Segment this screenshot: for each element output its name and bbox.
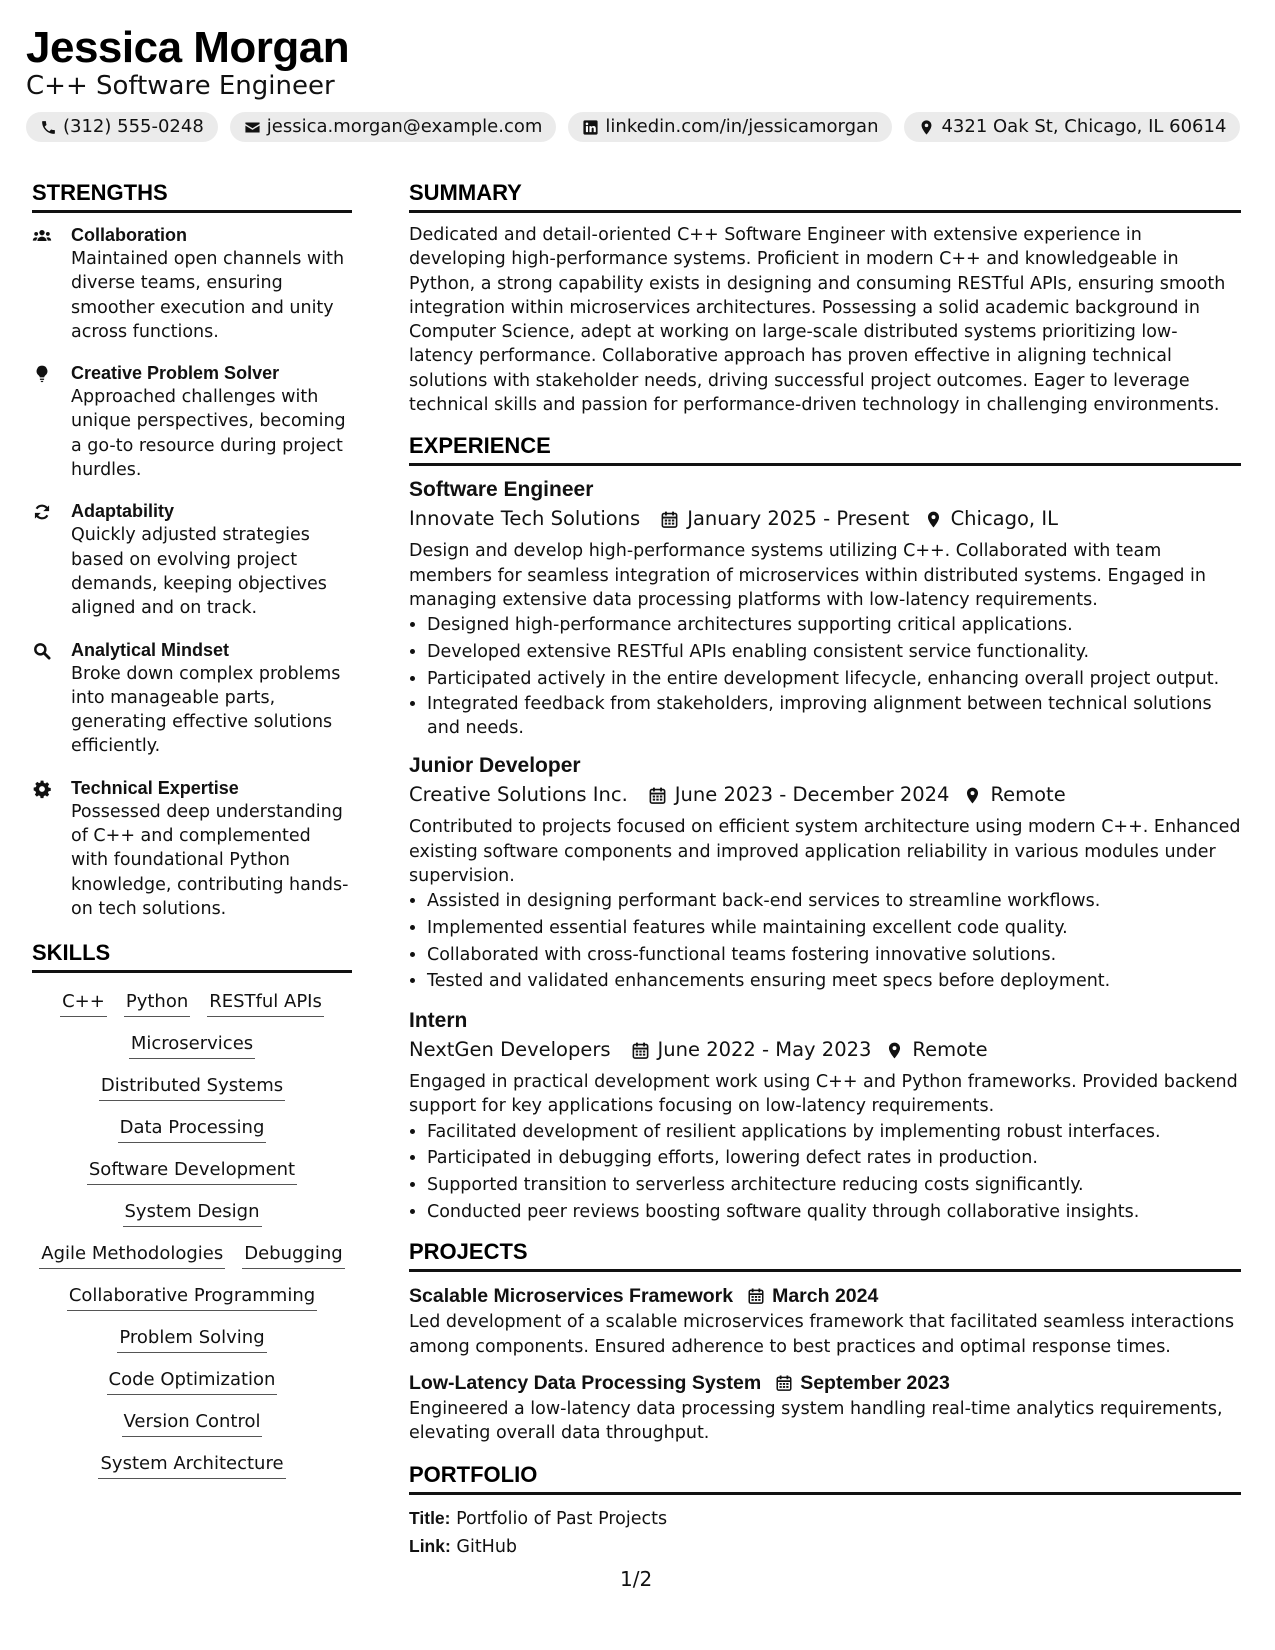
strength-desc: Possessed deep understanding of C++ and complemented with foundational Python knowledge, contributing hands-on tech solutions. xyxy=(71,801,349,919)
job-title: Software Engineer xyxy=(409,478,594,502)
job-meta xyxy=(409,780,1241,810)
job-entry xyxy=(409,752,1241,995)
job-bullets xyxy=(409,1119,1241,1226)
search-icon xyxy=(32,641,52,661)
job-description: Contributed to projects focused on efficient system architecture using modern C++. Enhanced existing software components and improved application reliability in various modules under supervision. xyxy=(409,817,1241,886)
contact-linkedin[interactable] xyxy=(568,112,892,142)
project-title: Low-Latency Data Processing System xyxy=(409,1372,762,1395)
job-dates: January 2025 - Present xyxy=(687,507,910,531)
list-item: • Conducted peer reviews boosting software quality through collaborative insights. xyxy=(427,1199,1241,1226)
skill-tag: Software Development xyxy=(87,1157,297,1185)
calendar-icon xyxy=(631,1041,650,1060)
skill-tag: System Design xyxy=(123,1199,262,1227)
list-item: • Participated in debugging efforts, lowering defect rates in production. xyxy=(427,1145,1241,1172)
map-pin-icon xyxy=(885,1041,904,1060)
experience-heading: EXPERIENCE xyxy=(409,431,1241,466)
skill-tag: Microservices xyxy=(129,1031,255,1059)
contact-linkedin-text: linkedin.com/in/jessicamorgan xyxy=(605,116,879,137)
strength-item xyxy=(32,776,352,921)
project-header xyxy=(409,1282,1241,1310)
job-location: Remote xyxy=(912,1038,988,1062)
portfolio-title-value: Portfolio of Past Projects xyxy=(456,1508,668,1529)
lightbulb-icon xyxy=(32,364,52,384)
project-date: March 2024 xyxy=(772,1285,879,1308)
linkedin-icon xyxy=(582,119,599,136)
project-title: Scalable Microservices Framework xyxy=(409,1285,734,1308)
phone-icon xyxy=(40,119,57,136)
project-description: Engineered a low-latency data processing system handling real-time analytics requirements, elevating overall data throughput. xyxy=(409,1399,1223,1444)
strength-desc: Approached challenges with unique perspectives, becoming a go-to resource during project hurdles. xyxy=(71,387,346,481)
skill-tag: Distributed Systems xyxy=(99,1073,285,1101)
skill-tag: Agile Methodologies xyxy=(39,1241,225,1269)
project-header xyxy=(409,1369,1241,1397)
map-pin-icon xyxy=(963,786,982,805)
job-bullets xyxy=(409,612,1241,740)
summary-text: Dedicated and detail-oriented C++ Software Engineer with extensive experience in developing high-performance systems. Proficient in modern C++ and knowledgeable in Python, a strong capability exists in designing and consuming RESTful APIs, ensuring smooth integration within microservices architectures. Possessing a solid academic background in Computer Science, adept at working on large-scale distributed systems prioritizing low-latency performance. Collaborative approach has proven effective in aligning technical solutions with stakeholder needs, driving successful project outcomes. Eager to leverage technical skills and passion for performance-driven technology in challenging environments. xyxy=(409,225,1226,416)
list-item: • Implemented essential features while maintaining excellent code quality. xyxy=(427,915,1241,942)
strength-item xyxy=(32,361,352,482)
skill-tag: Data Processing xyxy=(118,1115,267,1143)
skill-tag: Collaborative Programming xyxy=(67,1283,317,1311)
contact-address xyxy=(904,112,1240,142)
contact-email-text: jessica.morgan@example.com xyxy=(266,116,543,137)
job-company: Innovate Tech Solutions xyxy=(409,507,641,531)
resume-header xyxy=(26,22,1249,142)
project-description: Led development of a scalable microservices framework that facilitated seamless interactions among components. Ensured adherence to best practices and optimal response times. xyxy=(409,1312,1235,1357)
skill-tag: Code Optimization xyxy=(107,1367,278,1395)
strength-title: Collaboration xyxy=(71,225,187,245)
list-item: • Tested and validated enhancements ensuring meet specs before deployment. xyxy=(427,968,1241,995)
strength-desc: Quickly adjusted strategies based on evolving project demands, keeping objectives aligned and on track. xyxy=(71,525,327,619)
candidate-name: Jessica Morgan xyxy=(26,23,350,72)
list-item: • Assisted in designing performant back-end services to streamline workflows. xyxy=(427,888,1241,915)
job-entry xyxy=(409,476,1241,740)
right-column xyxy=(409,178,1241,1561)
portfolio-link-label: Link: xyxy=(409,1535,451,1556)
skill-tag: Python xyxy=(124,989,190,1017)
skills-list xyxy=(32,983,352,1479)
skills-heading: SKILLS xyxy=(32,938,352,973)
envelope-icon xyxy=(244,119,261,136)
skill-tag: System Architecture xyxy=(98,1451,285,1479)
skill-tag: Debugging xyxy=(242,1241,344,1269)
job-entry xyxy=(409,1007,1241,1225)
contact-phone[interactable] xyxy=(26,112,218,142)
skill-tag: Problem Solving xyxy=(117,1325,266,1353)
contact-phone-text: (312) 555-0248 xyxy=(63,116,204,137)
skill-tag: Version Control xyxy=(122,1409,263,1437)
portfolio-link-row xyxy=(409,1533,1241,1561)
job-title: Intern xyxy=(409,1009,468,1033)
job-bullets xyxy=(409,888,1241,995)
job-dates: June 2023 - December 2024 xyxy=(674,783,950,807)
list-item: • Collaborated with cross-functional teams fostering innovative solutions. xyxy=(427,942,1241,969)
calendar-icon xyxy=(775,1374,793,1392)
strength-item xyxy=(32,499,352,620)
skill-tag: RESTful APIs xyxy=(207,989,324,1017)
job-description: Design and develop high-performance systems utilizing C++. Collaborated with team members for seamless integration of microservices within distributed systems. Engaged in managing extensive data processing platforms with low-latency requirements. xyxy=(409,541,1206,610)
calendar-icon xyxy=(648,786,667,805)
calendar-icon xyxy=(660,510,679,529)
portfolio-heading: PORTFOLIO xyxy=(409,1460,1241,1495)
job-company: Creative Solutions Inc. xyxy=(409,783,628,807)
page-number: 1/2 xyxy=(620,1567,653,1591)
project-entry xyxy=(409,1282,1241,1359)
strength-desc: Maintained open channels with diverse teams, ensuring smoother execution and unity across functions. xyxy=(71,249,345,342)
strength-title: Analytical Mindset xyxy=(71,639,230,660)
list-item: • Supported transition to serverless architecture reducing costs significantly. xyxy=(427,1172,1241,1199)
contact-bar xyxy=(26,112,1249,142)
gear-icon xyxy=(32,779,52,799)
job-dates: June 2022 - May 2023 xyxy=(657,1038,872,1062)
calendar-icon xyxy=(747,1287,765,1305)
job-company: NextGen Developers xyxy=(409,1038,611,1062)
list-item: • Integrated feedback from stakeholders, improving alignment between technical solutions and needs. xyxy=(427,692,1241,740)
portfolio-title-row xyxy=(409,1505,1241,1533)
map-pin-icon xyxy=(924,510,943,529)
projects-heading: PROJECTS xyxy=(409,1237,1241,1272)
contact-address-text: 4321 Oak St, Chicago, IL 60614 xyxy=(941,116,1227,137)
summary-heading: SUMMARY xyxy=(409,178,1241,213)
portfolio-title-label: Title: xyxy=(409,1507,451,1528)
job-description: Engaged in practical development work using C++ and Python frameworks. Provided backend support for key applications focusing on low-latency requirements. xyxy=(409,1072,1238,1117)
job-meta xyxy=(409,504,1241,534)
candidate-role: C++ Software Engineer xyxy=(26,71,335,101)
skill-tag: C++ xyxy=(60,989,107,1017)
job-title: Junior Developer xyxy=(409,754,581,778)
list-item: • Facilitated development of resilient applications by implementing robust interfaces. xyxy=(427,1119,1241,1146)
strength-title: Adaptability xyxy=(71,501,175,522)
strengths-heading: STRENGTHS xyxy=(32,178,352,213)
job-meta xyxy=(409,1035,1241,1065)
project-entry xyxy=(409,1369,1241,1446)
strength-title: Creative Problem Solver xyxy=(71,363,280,384)
strength-desc: Broke down complex problems into manageable parts, generating effective solutions efficiently. xyxy=(71,663,341,757)
left-column xyxy=(32,178,352,1479)
list-item: • Designed high-performance architectures supporting critical applications. xyxy=(427,612,1241,639)
job-location: Chicago, IL xyxy=(950,507,1058,531)
map-pin-icon xyxy=(918,119,935,136)
list-item: • Participated actively in the entire development lifecycle, enhancing overall project output. xyxy=(427,666,1241,693)
portfolio-link[interactable]: GitHub xyxy=(456,1536,518,1557)
strength-title: Technical Expertise xyxy=(71,777,239,798)
strength-item xyxy=(32,638,352,759)
job-location: Remote xyxy=(990,783,1066,807)
users-icon xyxy=(32,226,52,246)
list-item: • Developed extensive RESTful APIs enabling consistent service functionality. xyxy=(427,639,1241,666)
contact-email[interactable] xyxy=(230,112,557,142)
project-date: September 2023 xyxy=(800,1372,950,1395)
refresh-icon xyxy=(32,502,52,522)
strength-item xyxy=(32,223,352,344)
